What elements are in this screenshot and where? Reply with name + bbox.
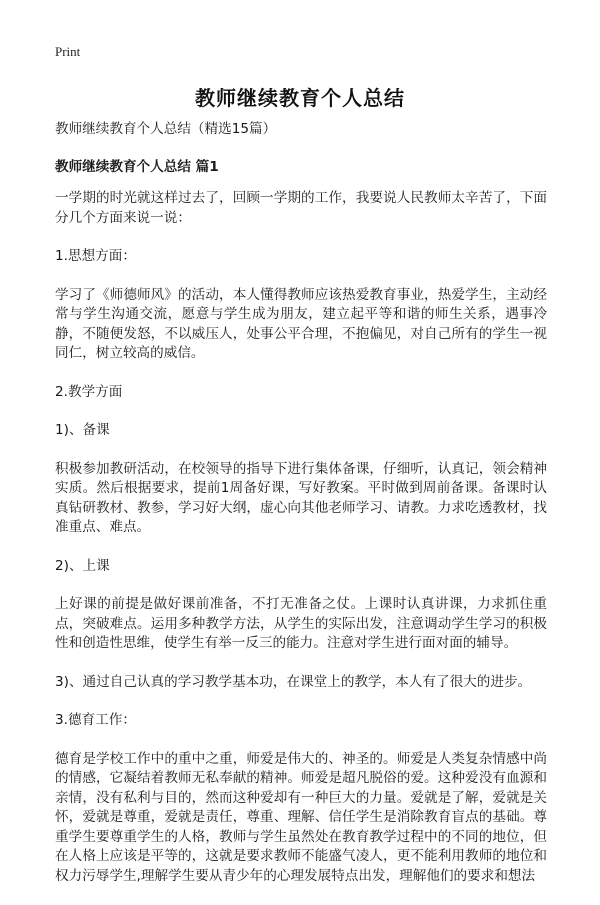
- page-title: 教师继续教育个人总结: [195, 86, 405, 110]
- heading-lesson-prep: 1)、备课: [55, 422, 110, 438]
- heading-class: 2)、上课: [55, 557, 110, 574]
- paragraph-lesson-prep: 积极参加教研活动，在校领导的指导下进行集体备课，仔细听，认真记，领会精神实质。然后根据要求，提前1周备好课，写好教案。平时做到周前备课。备课时认真钻研教材、教参，学习好大纲，虚心向其他老师学习、请教。力求吃透教材，找准重点、难点。: [55, 460, 547, 535]
- document-subtitle: 教师继续教育个人总结（精选15篇）: [55, 121, 277, 137]
- section-title: 教师继续教育个人总结 篇1: [55, 158, 219, 175]
- print-link[interactable]: Print: [55, 44, 81, 59]
- paragraph-intro: 一学期的时光就这样过去了，回顾一学期的工作，我要说人民教师太辛苦了，下面分几个方面来说一说：: [55, 190, 547, 226]
- paragraph-class: 上好课的前提是做好课前准备，不打无准备之仗。上课时认真讲课，力求抓住重点，突破难点。运用多种教学方法，从学生的实际出发，注意调动学生学习的积极性和创造性思维，使学生有举一反三的能力。注意对学生进行面对面的辅导。: [55, 596, 547, 651]
- heading-moral: 3.德育工作：: [55, 712, 136, 728]
- paragraph-thought: 学习了《师德师风》的活动，本人懂得教师应该热爱教育事业，热爱学生，主动经常与学生沟通交流，愿意与学生成为朋友，建立起平等和谐的师生关系，遇事冷静，不随便发怒，不以威压人，处事公平合理，不抱偏见，对自己所有的学生一视同仁，树立较高的威信。: [55, 286, 547, 361]
- heading-thought: 1.思想方面：: [55, 248, 136, 264]
- paragraph-moral: 德育是学校工作中的重中之重，师爱是伟大的、神圣的。师爱是人类复杂情感中尚的情感，它凝结着教师无私奉献的精神。师爱是超凡脱俗的爱。这种爱没有血源和亲情，没有私利与目的，然而这种爱却有一种巨大的力量。爱就是了解，爱就是关怀，爱就是尊重，爱就是责任，尊重、理解、信任学生是消除教育盲点的基础。尊重学生要尊重学生的人格，教师与学生虽然处在教育教学过程中的不同的地位，但在人格上应该是平等的，这就是要求教师不能盛气凌人，更不能利用教师的地位和权力污辱学生,理解学生要从青少年的心理发展特点出发，理解他们的要求和想法: [55, 750, 547, 884]
- heading-teaching: 2.教学方面: [55, 383, 123, 400]
- paragraph-progress: 3)、通过自己认真的学习教学基本功，在课堂上的教学，本人有了很大的进步。: [55, 673, 532, 690]
- document-body: [55, 120, 547, 905]
